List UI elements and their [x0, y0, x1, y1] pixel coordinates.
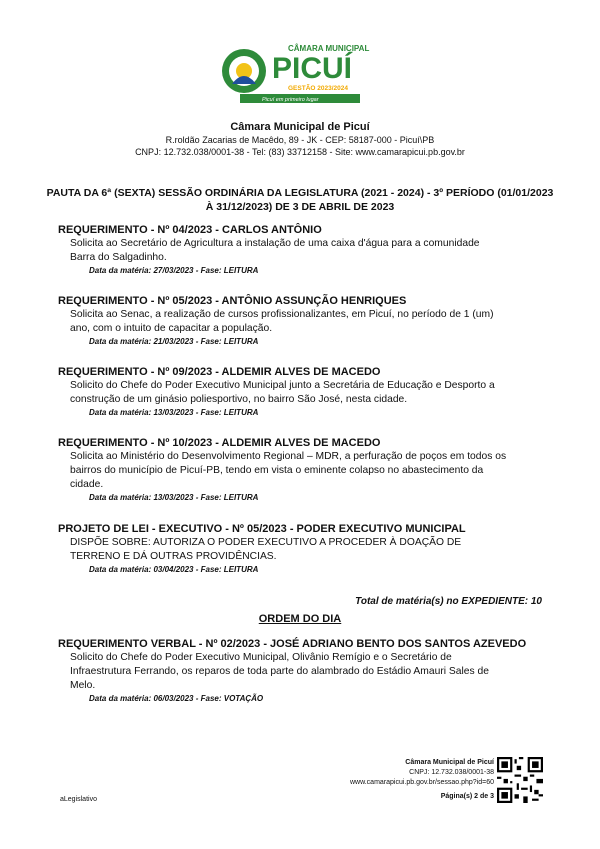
- list-item: [58, 436, 548, 504]
- item-desc-line: Solicita ao Secretário de Agricultura a instalação de uma caixa d'água para a comunidade: [70, 238, 480, 249]
- logo-slogan: Picuí em primeiro lugar: [262, 97, 319, 103]
- item-desc-line: Solicito do Chefe do Poder Executivo Municipal, Olivânio Remígio e o Secretário de: [70, 652, 452, 663]
- list-item: [58, 637, 548, 705]
- list-item: [58, 522, 548, 576]
- item-title: REQUERIMENTO VERBAL - Nº 02/2023 - JOSÉ ADRIANO BENTO DOS SANTOS AZEVEDO: [58, 638, 527, 650]
- item-desc-line: Solicita ao Ministério do Desenvolvimento Regional – MDR, a perfuração de poços em todos os: [70, 451, 507, 462]
- item-title: REQUERIMENTO - Nº 10/2023 - ALDEMIR ALVES DE MACEDO: [58, 437, 381, 449]
- item-desc-line: TERRENO E DÁ OUTRAS PROVIDÊNCIAS.: [70, 551, 277, 562]
- footer-url: www.camarapicui.pb.gov.br/sessao.php?id=60: [349, 779, 494, 786]
- item-meta: Data da matéria: 13/03/2023 - Fase: LEITURA: [89, 493, 259, 502]
- logo-line3: GESTÃO 2023/2024: [288, 85, 348, 92]
- pauta-heading: [40, 186, 560, 214]
- item-description: [70, 237, 548, 265]
- item-desc-line: cidade.: [70, 479, 104, 490]
- org-name: Câmara Municipal de Picuí: [230, 121, 370, 133]
- item-title: REQUERIMENTO - Nº 04/2023 - CARLOS ANTÔNIO: [58, 224, 322, 236]
- item-meta: Data da matéria: 21/03/2023 - Fase: LEITURA: [89, 337, 259, 346]
- item-meta: Data da matéria: 06/03/2023 - Fase: VOTAÇÃO: [89, 694, 264, 703]
- item-desc-line: construção de um ginásio poliesportivo, no bairro São José, nesta cidade.: [70, 394, 408, 405]
- item-description: [70, 450, 548, 492]
- document-header: [0, 120, 600, 158]
- item-description: [70, 379, 548, 407]
- logo-line2: PICUÍ: [272, 52, 353, 85]
- ordem-do-dia-heading: ORDEM DO DIA: [258, 613, 342, 625]
- footer-brand: aLegislativo: [60, 796, 97, 803]
- item-desc-line: ano, com o intuito de capacitar a população.: [70, 323, 273, 334]
- org-contacts: CNPJ: 12.732.038/0001-38 - Tel: (83) 33712158 - Site: www.camarapicui.pb.gov.br: [135, 147, 465, 157]
- item-description: [70, 536, 548, 564]
- item-desc-line: Melo.: [70, 680, 96, 691]
- list-item: [58, 365, 548, 419]
- footer-org-name: Câmara Municipal de Picuí: [405, 759, 494, 766]
- item-title: REQUERIMENTO - Nº 05/2023 - ANTÔNIO ASSUNÇÃO HENRIQUES: [58, 295, 407, 307]
- pauta-line1: PAUTA DA 6ª (SEXTA) SESSÃO ORDINÁRIA DA LEGISLATURA (2021 - 2024) - 3º PERÍODO (01/01/2023: [46, 187, 554, 199]
- footer-cnpj: CNPJ: 12.732.038/0001-38: [409, 769, 494, 776]
- item-description: [70, 308, 548, 336]
- logo-line1: CÂMARA MUNICIPAL: [288, 44, 370, 53]
- item-description: [70, 651, 548, 693]
- item-desc-line: Barra do Salgadinho.: [70, 252, 167, 263]
- item-meta: Data da matéria: 03/04/2023 - Fase: LEITURA: [89, 565, 259, 574]
- item-title: PROJETO DE LEI - EXECUTIVO - Nº 05/2023 - PODER EXECUTIVO MUNICIPAL: [58, 523, 466, 535]
- page-footer: [350, 758, 494, 802]
- item-meta: Data da matéria: 27/03/2023 - Fase: LEITURA: [89, 266, 259, 275]
- item-title: REQUERIMENTO - Nº 09/2023 - ALDEMIR ALVES DE MACEDO: [58, 366, 381, 378]
- expediente-total: Total de matéria(s) no EXPEDIENTE: 10: [355, 596, 542, 607]
- item-meta: Data da matéria: 13/03/2023 - Fase: LEITURA: [89, 408, 259, 417]
- org-address: R.roldão Zacarias de Macêdo, 89 - JK - CEP: 58187-000 - Picuí\PB: [165, 135, 435, 145]
- page-number: Página(s) 2 de 3: [440, 793, 494, 800]
- item-desc-line: Solicito do Chefe do Poder Executivo Municipal junto a Secretária de Educação e Desporto a: [70, 380, 495, 391]
- camara-municipal-logo: [218, 38, 378, 112]
- item-desc-line: Solicita ao Senac, a realização de cursos profissionalizantes, em Picuí, no período de 1 (um): [70, 309, 494, 320]
- item-desc-line: Infraestrutura Ferrando, os reparos de toda parte do alambrado do Estádio Amauri Sales de: [70, 666, 489, 677]
- list-item: [58, 223, 548, 277]
- item-desc-line: bairros do município de Picuí-PB, tendo em vista o eminente colapso no abastecimento da: [70, 465, 484, 476]
- list-item: [58, 294, 548, 348]
- item-desc-line: DISPÕE SOBRE: AUTORIZA O PODER EXECUTIVO A PROCEDER À DOAÇÃO DE: [70, 537, 462, 548]
- pauta-line2: À 31/12/2023) DE 3 DE ABRIL DE 2023: [205, 201, 395, 213]
- qr-code-icon: [497, 757, 543, 803]
